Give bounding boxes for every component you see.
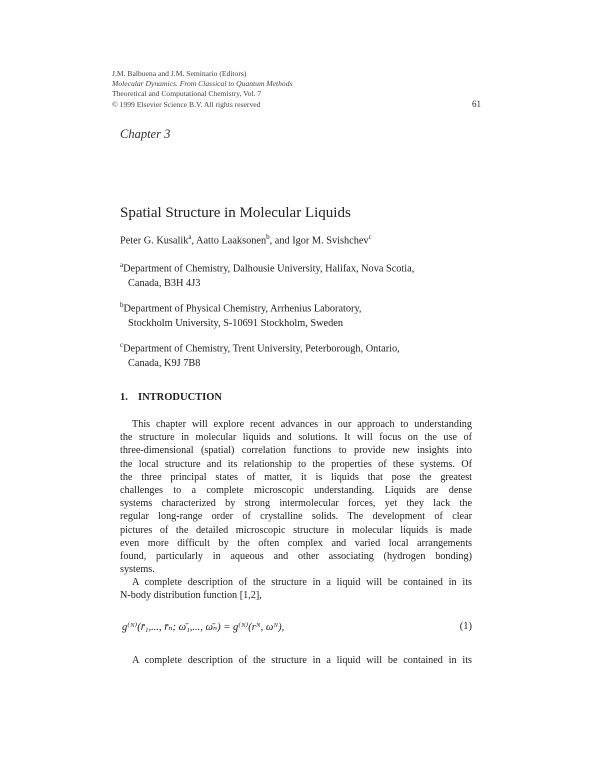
paragraph-line: the local structure and its relationship to the properties of these systems. Of xyxy=(120,458,472,470)
paragraph-line: A complete description of the structure in a liquid will be contained in its xyxy=(132,655,472,666)
header-series: Theoretical and Computational Chemistry, Vol. 7 xyxy=(112,89,262,99)
affiliation-a-line1: Department of Chemistry, Dalhousie University, Halifax, Nova Scotia, xyxy=(123,263,415,275)
affiliation-c-line1: Department of Chemistry, Trent University, Peterborough, Ontario, xyxy=(123,343,400,355)
paragraph-line: even more difficult by the often complex and varied local arrangements xyxy=(120,537,472,549)
section-heading xyxy=(120,392,222,403)
affiliation-c-mark: c xyxy=(120,341,124,349)
affiliation-b xyxy=(120,298,460,331)
affiliation-b-line1: Department of Physical Chemistry, Arrhenius Laboratory, xyxy=(123,303,362,315)
section-number: 1. xyxy=(120,392,128,403)
paragraph-line: pictures of the detailed microscopic structure in molecular liquids is made xyxy=(120,524,472,536)
author-1-affil-mark: a xyxy=(188,233,192,241)
paper-title: Spatial Structure in Molecular Liquids xyxy=(120,205,351,221)
section-title: INTRODUCTION xyxy=(138,392,223,403)
author-2: , Aatto Laaksonen xyxy=(191,235,267,247)
author-3: , and Igor M. Svishchev xyxy=(269,235,369,247)
paragraph-line: challenges to a complete microscopic understanding. Liquids are dense xyxy=(120,484,472,496)
affiliation-a-line2: Canada, B3H 4J3 xyxy=(128,277,201,289)
affiliation-a xyxy=(120,258,460,291)
equation-expression: g⁽ᴺ⁾(r̄₁,..., r̄ₙ; ω̄₁,..., ω̄ₙ) = g⁽ᴺ⁾(rᴺ, ωᴺ), xyxy=(122,622,285,633)
paragraph-line: the three principal states of matter, it is liquids that pose the greatest xyxy=(120,471,472,483)
header-editors: J.M. Balbuena and J.M. Seminario (Editors) xyxy=(112,69,247,78)
affiliation-a-mark: a xyxy=(120,261,124,269)
chapter-label: Chapter 3 xyxy=(120,127,171,141)
paragraph-line: systems characterized by strong intermolecular forces, yet they lack the xyxy=(120,498,472,510)
equation-number: (1) xyxy=(459,621,472,632)
affiliation-c-line2: Canada, K9J 7B8 xyxy=(128,357,201,369)
paragraph-line: regular long-range order of crystalline solids. The development of clear xyxy=(120,511,472,523)
equation-1 xyxy=(122,621,472,633)
header-book-title: Molecular Dynamics. From Classical to Quantum Methods xyxy=(112,79,293,89)
paragraph-line: the structure in molecular liquids and solutions. It will focus on the use of xyxy=(120,432,472,444)
paragraph-line: systems. xyxy=(120,564,155,576)
paragraph-line: This chapter will explore recent advances in our approach to understanding xyxy=(132,419,472,430)
paragraph-line: A complete description of the structure in a liquid will be contained in its xyxy=(132,577,472,589)
author-2-affil-mark: b xyxy=(266,233,270,241)
publication-header xyxy=(112,69,472,110)
affiliation-c xyxy=(120,338,460,371)
introduction-paragraph-3 xyxy=(120,654,472,667)
introduction-paragraph-1 xyxy=(120,418,472,603)
paragraph-line: N-body distribution function [1,2], xyxy=(120,590,262,602)
affiliation-b-mark: b xyxy=(120,301,124,309)
author-list xyxy=(120,233,372,246)
paragraph-line: three-dimensional (spatial) correlation functions to provide new insights into xyxy=(120,445,472,457)
page-number: 61 xyxy=(472,99,481,109)
header-copyright: © 1999 Elsevier Science B.V. All rights reserved xyxy=(112,99,261,109)
author-1: Peter G. Kusalik xyxy=(120,235,189,247)
paragraph-line: found, particularly in aqueous and other associating (hydrogen bonding) xyxy=(120,550,472,562)
affiliation-b-line2: Stockholm University, S-10691 Stockholm, Sweden xyxy=(128,317,343,329)
author-3-affil-mark: c xyxy=(368,233,372,241)
